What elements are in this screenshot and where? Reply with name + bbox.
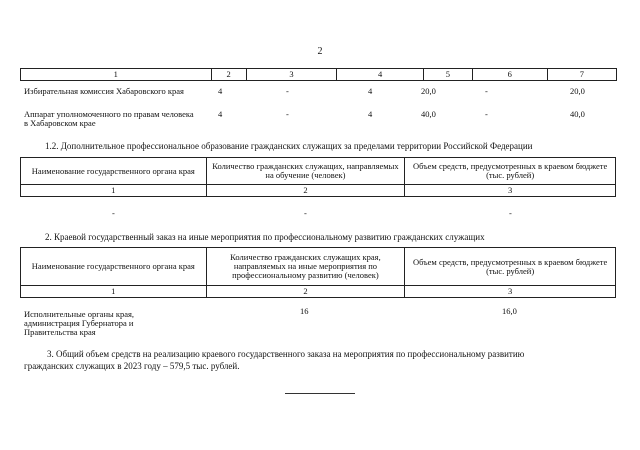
cell: 4: [218, 109, 223, 119]
end-separator: [285, 393, 355, 394]
summary-paragraph: 3. Общий объем средств на реализацию краевого государственного заказа на мероприятия по профессиональному развитию: [47, 349, 525, 359]
header-cell: 5: [423, 69, 472, 81]
column-number: 3: [405, 286, 616, 298]
header-cell: 7: [547, 69, 616, 81]
column-number: 1: [21, 185, 207, 197]
cell: -: [286, 109, 289, 119]
table-other-activities: [20, 247, 616, 298]
cell: 4: [368, 109, 373, 119]
header-cell: 6: [472, 69, 547, 81]
header-cell: 2: [211, 69, 246, 81]
table-budget-continuation: [20, 68, 617, 81]
column-header: Количество гражданских служащих края, направляемых на иные мероприятия по профессиональному развитию (человек): [206, 248, 405, 286]
table-number-row: [21, 286, 616, 298]
table-number-row: [21, 185, 616, 197]
section-heading: 2. Краевой государственный заказ на иные мероприятия по профессиональному развитию гражданских служащих: [45, 232, 485, 242]
table-foreign-education: [20, 157, 616, 197]
cell: 20,0: [421, 86, 436, 96]
header-cell: 4: [337, 69, 424, 81]
cell: 40,0: [570, 109, 585, 119]
cell: -: [485, 86, 488, 96]
cell: -: [304, 208, 307, 218]
cell: -: [485, 109, 488, 119]
column-number: 2: [206, 286, 405, 298]
column-number: 3: [405, 185, 616, 197]
row-name: Избирательная комиссия Хабаровского края: [24, 86, 184, 96]
header-cell: 3: [246, 69, 337, 81]
cell: 16,0: [502, 306, 517, 316]
cell: 40,0: [421, 109, 436, 119]
cell: 16: [300, 306, 309, 316]
cell: -: [112, 208, 115, 218]
column-header: Наименование государственного органа края: [21, 248, 207, 286]
row-name: Исполнительные органы края, администрация Губернатора и Правительства края: [24, 309, 135, 337]
section-heading: 1.2. Дополнительное профессиональное образование гражданских служащих за пределами территории Российской Федерации: [45, 141, 533, 151]
table-header-row: [21, 248, 616, 286]
column-number: 1: [21, 286, 207, 298]
page-number: 2: [317, 46, 323, 57]
cell: -: [509, 208, 512, 218]
header-cell: 1: [21, 69, 212, 81]
cell: 20,0: [570, 86, 585, 96]
column-header: Количество гражданских служащих, направляемых на обучение (человек): [206, 158, 405, 185]
cell: 4: [368, 86, 373, 96]
table-header-row: [21, 69, 617, 81]
table-header-row: [21, 158, 616, 185]
summary-paragraph-continued: гражданских служащих в 2023 году – 579,5 тыс. рублей.: [24, 361, 240, 371]
column-number: 2: [206, 185, 405, 197]
row-name: Аппарат уполномоченного по правам человека в Хабаровском крае: [24, 109, 194, 128]
cell: -: [286, 86, 289, 96]
cell: 4: [218, 86, 223, 96]
column-header: Объем средств, предусмотренных в краевом бюджете (тыс. рублей): [405, 158, 616, 185]
column-header: Объем средств, предусмотренных в краевом бюджете (тыс. рублей): [405, 248, 616, 286]
column-header: Наименование государственного органа края: [21, 158, 207, 185]
